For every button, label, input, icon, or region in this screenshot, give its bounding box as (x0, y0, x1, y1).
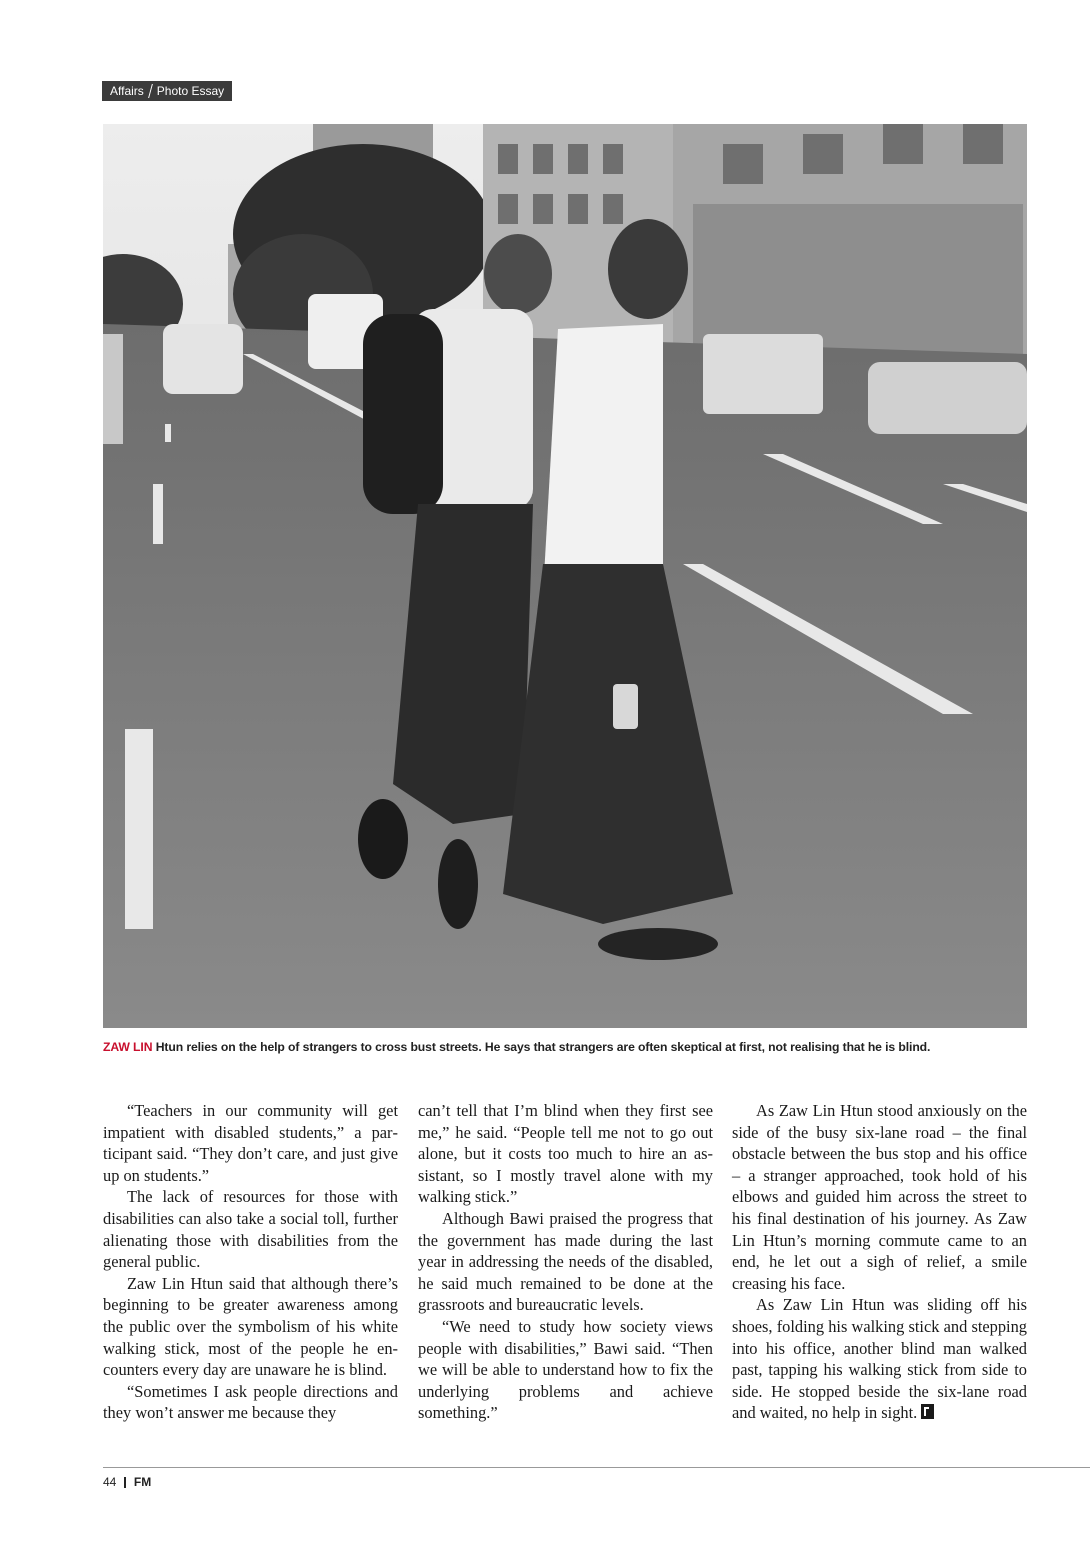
paragraph: “Sometimes I ask people directions and they won’t answer me because they (103, 1381, 398, 1423)
paragraph: The lack of resources for those with disabilities can also take a social toll, further alienating those with disabilities from the general public. (103, 1187, 398, 1272)
article-column-2 (418, 1100, 713, 1424)
page-footer (103, 1475, 151, 1489)
end-of-article-icon (921, 1404, 934, 1419)
article-column-1 (103, 1100, 398, 1424)
caption-text: Htun relies on the help of strangers to cross bust streets. He says that strangers are often skeptical at first, not realising that he is blind. (152, 1040, 931, 1054)
section-label: Affairs (110, 84, 144, 98)
paragraph: “We need to study how society views people with disabilities,” Bawi said. “Then we will be able to understand how to fix the underlying problems and achieve something.” (418, 1316, 713, 1423)
paragraph-continued: can’t tell that I’m blind when they first see me,” he said. “People tell me not to go out alone, but it costs too much to hire an assistant, so I mostly travel alone with my walking stick.” (418, 1101, 713, 1207)
subsection-label: Photo Essay (156, 84, 225, 98)
paragraph (732, 1294, 1027, 1424)
paragraph: Zaw Lin Htun said that although there’s beginning to be greater awareness among the public over the symbolism of his white walking stick, most of the people he encounters every day are unaware he is blind. (103, 1273, 398, 1380)
magazine-name: FM (133, 1475, 152, 1489)
footer-divider (124, 1477, 126, 1488)
paragraph: Although Bawi praised the progress that the government has made during the last year in addressing the needs of the disabled, he said much remained to be done at the grassroots and bureaucratic levels. (418, 1208, 713, 1315)
article-column-3 (732, 1100, 1027, 1424)
footer-rule (103, 1467, 1090, 1468)
section-tag (102, 81, 232, 101)
street-crossing-photo (103, 124, 1027, 1028)
final-paragraph-text: As Zaw Lin Htun was sliding off his shoes, folding his walking stick and stepping into his office, another blind man walked past, tapping his walking stick from side to side. He stopped beside the six-lane road and waited, no help in sight. (732, 1295, 1027, 1423)
photo-caption (103, 1040, 1043, 1054)
page-number: 44 (103, 1475, 117, 1489)
section-divider (148, 84, 153, 98)
paragraph: “Teachers in our community will get impatient with disabled students,” a participant said. “They don’t care, and just give up on students.” (103, 1101, 398, 1185)
caption-lead: ZAW LIN (103, 1040, 153, 1054)
paragraph: As Zaw Lin Htun stood anxiously on the side of the busy six-lane road – the final obstacle between the bus stop and his office – a stranger approached, took hold of his elbows and guided him across the street to his final destination of his journey. As Zaw Lin Htun’s morning commute came to an end, he let out a sigh of relief, a smile creasing his face. (732, 1101, 1027, 1293)
